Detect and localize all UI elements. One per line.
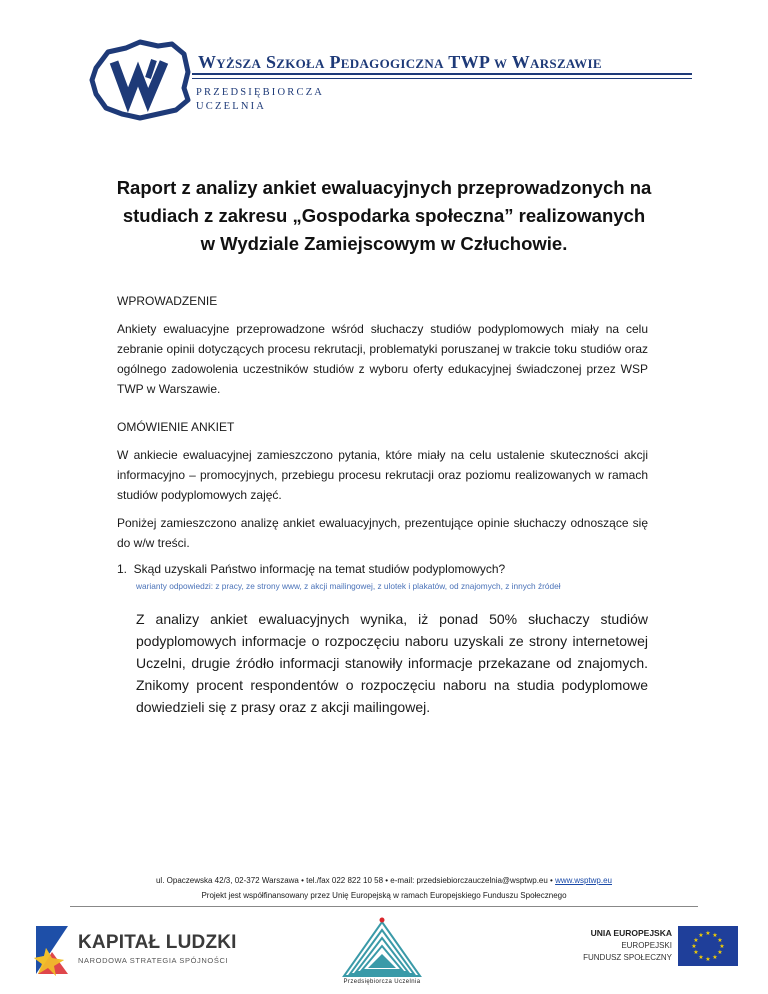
svg-text:★: ★: [719, 943, 725, 950]
intro-heading: WPROWADZENIE: [117, 294, 218, 308]
institution-subtitle-line1: PRZEDSIĘBIORCZA: [196, 87, 325, 98]
discussion-paragraph: W ankiecie ewaluacyjnej zamieszczono pytania, które miały na celu ustalenie skuteczności akcji informacyjno – promocyjnych, przebiegu procesu rekrutacji oraz poziomu realizowanych w ramach studiów podyplomowych zajęć.: [117, 448, 648, 502]
svg-text:★: ★: [712, 954, 718, 961]
question-1-variants: warianty odpowiedzi: z pracy, ze strony www, z akcji mailingowej, z ulotek i plakatów, od znajomych, z innych źródeł: [136, 581, 561, 591]
svg-text:★: ★: [698, 954, 704, 961]
report-title: [80, 174, 688, 258]
kapital-ludzki-title: KAPITAŁ LUDZKI: [78, 932, 237, 953]
svg-text:★: ★: [705, 956, 711, 963]
svg-text:★: ★: [693, 949, 699, 956]
eu-label-line1: UNIA EUROPEJSKA: [590, 928, 672, 938]
footer-rule: [70, 906, 698, 907]
below-paragraph: Poniżej zamieszczono analizę ankiet ewaluacyjnych, prezentujące opinie słuchaczy odnoszące się do w/w treści.: [117, 516, 648, 550]
question-1: 1. Skąd uzyskali Państwo informację na temat studiów podyplomowych?: [117, 562, 506, 576]
report-title-line3: w Wydziale Zamiejscowym w Człuchowie.: [200, 233, 568, 254]
svg-text:★: ★: [712, 932, 718, 939]
institution-subtitle-line2: UCZELNIA: [196, 101, 267, 112]
header-rule-thin: [192, 78, 692, 79]
header-rule: [192, 73, 692, 75]
report-title-line2: studiach z zakresu „Gospodarka społeczna” realizowanych: [122, 205, 646, 226]
website-link[interactable]: www.wsptwp.eu: [555, 876, 612, 885]
svg-text:★: ★: [717, 949, 723, 956]
kapital-ludzki-logo-icon: [32, 922, 72, 978]
intro-paragraph: Ankiety ewaluacyjne przeprowadzone wśród słuchaczy studiów podyplomowych miały na celu zebranie opinii dotyczących procesu rekrutacji, problematyki poruszanej w trakcie toku studiów oraz ogólnego zadowolenia uczestników studiów z wyboru oferty edukacyjnej świadczonej przez WSP TWP w Warszawie.: [117, 322, 648, 396]
kapital-ludzki-subtitle: NARODOWA STRATEGIA SPÓJNOŚCI: [78, 956, 229, 965]
report-title-line1: Raport z analizy ankiet ewaluacyjnych przeprowadzonych na: [116, 177, 652, 198]
discussion-heading: OMÓWIENIE ANKIET: [117, 420, 235, 434]
svg-text:★: ★: [693, 937, 699, 944]
university-logo-icon: [88, 38, 192, 122]
footer-contact-text: ul. Opaczewska 42/3, 02-372 Warszawa • tel./fax 022 822 10 58 • e-mail: przedsiebiorczauczelnia@wsptwp.eu •: [155, 876, 556, 885]
footer-funding: Projekt jest współfinansowany przez Unię Europejską w ramach Europejskiego Funduszu Społecznego: [201, 891, 567, 900]
eu-label-line3: FUNDUSZ SPOŁECZNY: [583, 953, 672, 962]
svg-text:★: ★: [705, 930, 711, 937]
eu-label-line2: EUROPEJSKI: [621, 941, 672, 950]
svg-text:★: ★: [691, 943, 697, 950]
eu-flag-icon: [678, 926, 738, 966]
svg-text:★: ★: [698, 932, 704, 939]
przedsiebiorcza-uczelnia-label: Przedsiębiorcza Uczelnia: [343, 979, 421, 985]
institution-name: Wyższa Szkoła Pedagogiczna TWP w Warszawie: [198, 52, 602, 72]
analysis-paragraph: Z analizy ankiet ewaluacyjnych wynika, iż ponad 50% słuchaczy studiów podyplomowych informacje o rozpoczęciu naboru uzyskali ze strony internetowej Uczelni, drugie źródło informacji stanowiły informacje przekazane od znajomych. Znikomy procent respondentów o rozpoczęciu naboru na studia podyplomowe dowiedzieli się z prasy oraz z akcji mailingowej.: [136, 611, 648, 715]
footer-contact: [0, 876, 768, 885]
svg-text:★: ★: [717, 937, 723, 944]
